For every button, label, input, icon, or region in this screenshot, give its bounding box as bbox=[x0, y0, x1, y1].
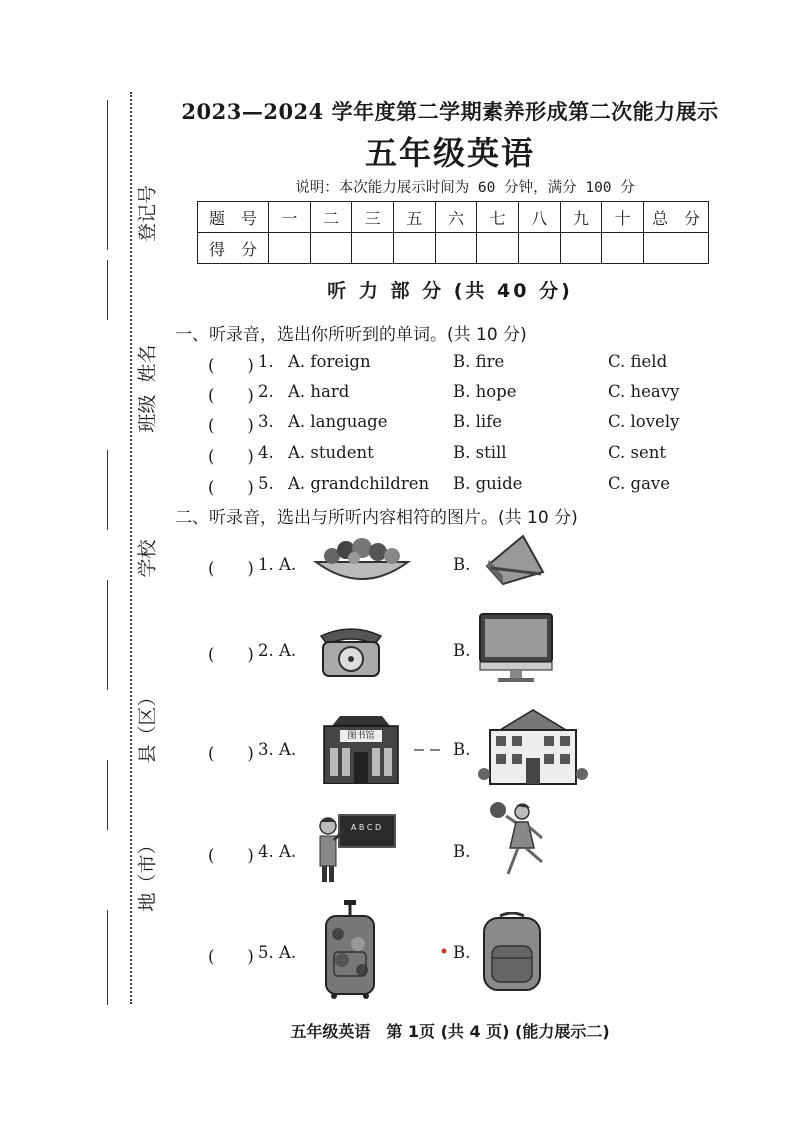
answer-blank[interactable]: ( ) bbox=[208, 846, 254, 865]
option-b-label: B. bbox=[453, 555, 471, 574]
question-1-title: 一、听录音，选出你所听到的单词。(共 10 分) bbox=[175, 325, 527, 345]
rolling-backpack-image bbox=[322, 900, 378, 1000]
binding-name-label: 姓名 bbox=[136, 344, 159, 383]
school-image bbox=[478, 708, 588, 788]
option-c: C. field bbox=[608, 352, 668, 371]
item-number: 5. A. bbox=[258, 943, 297, 962]
answer-blank[interactable]: ( ) bbox=[208, 478, 254, 497]
q1-item bbox=[208, 443, 728, 465]
answer-blank[interactable]: ( ) bbox=[208, 386, 254, 405]
score-header-cell: 总 分 bbox=[644, 202, 709, 233]
score-header-cell: 二 bbox=[310, 202, 352, 233]
binding-line bbox=[107, 760, 108, 830]
q1-item bbox=[208, 474, 728, 496]
option-c: C. lovely bbox=[608, 412, 680, 431]
answer-blank[interactable]: ( ) bbox=[208, 356, 254, 375]
item-number: 2. bbox=[258, 382, 274, 401]
option-b: B. fire bbox=[453, 352, 505, 371]
binding-line bbox=[107, 100, 108, 250]
score-cell[interactable] bbox=[560, 233, 602, 264]
score-row-label: 得 分 bbox=[198, 233, 269, 264]
binding-county-label: 县（区） bbox=[136, 687, 159, 764]
library-image bbox=[320, 708, 402, 784]
option-b-label: B. bbox=[453, 943, 471, 962]
option-c: C. heavy bbox=[608, 382, 680, 401]
q1-item bbox=[208, 382, 728, 404]
option-b: B. still bbox=[453, 443, 507, 462]
option-a: A. hard bbox=[288, 382, 350, 401]
page-footer: 五年级英语 第 1页 (共 4 页) (能力展示二) bbox=[290, 1022, 610, 1041]
score-cell[interactable] bbox=[644, 233, 709, 264]
answer-blank[interactable]: ( ) bbox=[208, 416, 254, 435]
dancer-image bbox=[484, 800, 546, 884]
score-header-cell: 六 bbox=[435, 202, 477, 233]
score-header-cell: 一 bbox=[269, 202, 311, 233]
score-cell[interactable] bbox=[352, 233, 394, 264]
question-2-title: 二、听录音，选出与所听内容相符的图片。(共 10 分) bbox=[175, 508, 578, 528]
score-header-cell: 八 bbox=[518, 202, 560, 233]
red-mark bbox=[441, 948, 447, 954]
score-cell[interactable] bbox=[602, 233, 644, 264]
exam-note: 说明：本次能力展示时间为 60 分钟，满分 100 分 bbox=[295, 180, 635, 196]
teacher-blackboard-image bbox=[314, 812, 394, 884]
q1-item bbox=[208, 412, 728, 434]
listening-heading: 听 力 部 分 (共 40 分) bbox=[327, 280, 573, 302]
dash-mark bbox=[414, 748, 442, 752]
option-c: C. sent bbox=[608, 443, 667, 462]
option-b-label: B. bbox=[453, 740, 471, 759]
score-header-cell: 三 bbox=[352, 202, 394, 233]
score-header-cell: 九 bbox=[560, 202, 602, 233]
answer-blank[interactable]: ( ) bbox=[208, 947, 254, 966]
score-header-cell: 十 bbox=[602, 202, 644, 233]
exam-subject: 五年级英语 bbox=[364, 134, 535, 172]
score-header-cell: 题 号 bbox=[198, 202, 269, 233]
score-table bbox=[197, 201, 709, 264]
item-number: 1. bbox=[258, 352, 274, 371]
score-cell[interactable] bbox=[269, 233, 311, 264]
binding-registration-label: 登记号 bbox=[136, 185, 159, 243]
item-number: 2. A. bbox=[258, 641, 297, 660]
answer-blank[interactable]: ( ) bbox=[208, 447, 254, 466]
binding-city-label: 地（市） bbox=[136, 835, 159, 912]
binding-line bbox=[107, 910, 108, 1005]
binding-dotted-line bbox=[130, 92, 132, 1004]
option-b: B. hope bbox=[453, 382, 517, 401]
exam-title: 2023—2024 学年度第二学期素养形成第二次能力展示 bbox=[181, 99, 719, 124]
item-number: 4. A. bbox=[258, 842, 297, 861]
option-a: A. grandchildren bbox=[288, 474, 430, 493]
answer-blank[interactable]: ( ) bbox=[208, 645, 254, 664]
item-number: 5. bbox=[258, 474, 274, 493]
monitor-image bbox=[478, 612, 554, 684]
binding-line bbox=[107, 450, 108, 530]
score-cell[interactable] bbox=[435, 233, 477, 264]
q2-item bbox=[208, 842, 628, 932]
binding-class-label: 班级 bbox=[136, 394, 159, 433]
score-cell[interactable] bbox=[477, 233, 519, 264]
answer-blank[interactable]: ( ) bbox=[208, 559, 254, 578]
option-a: A. language bbox=[288, 412, 388, 431]
library-sign-text: 图书馆 bbox=[347, 731, 375, 741]
binding-line bbox=[107, 260, 108, 320]
option-b: B. life bbox=[453, 412, 503, 431]
binding-school-label: 学校 bbox=[136, 539, 159, 578]
item-number: 3. bbox=[258, 412, 274, 431]
score-cell[interactable] bbox=[518, 233, 560, 264]
binding-line bbox=[107, 580, 108, 690]
score-header-cell: 七 bbox=[477, 202, 519, 233]
option-a: A. foreign bbox=[288, 352, 371, 371]
telephone-image bbox=[315, 622, 387, 678]
option-c: C. gave bbox=[608, 474, 671, 493]
score-cell[interactable] bbox=[310, 233, 352, 264]
option-b-label: B. bbox=[453, 842, 471, 861]
item-number: 3. A. bbox=[258, 740, 297, 759]
score-header-cell: 五 bbox=[393, 202, 435, 233]
q2-item bbox=[208, 555, 628, 645]
score-cell[interactable] bbox=[393, 233, 435, 264]
answer-blank[interactable]: ( ) bbox=[208, 744, 254, 763]
q1-item bbox=[208, 352, 728, 374]
option-a: A. student bbox=[288, 443, 374, 462]
blackboard-text: A B C D bbox=[350, 823, 382, 832]
sandwich-image bbox=[483, 532, 547, 588]
option-b: B. guide bbox=[453, 474, 523, 493]
backpack-image bbox=[480, 912, 544, 992]
item-number: 4. bbox=[258, 443, 274, 462]
option-b-label: B. bbox=[453, 641, 471, 660]
item-number: 1. A. bbox=[258, 555, 297, 574]
salad-image bbox=[312, 536, 412, 588]
